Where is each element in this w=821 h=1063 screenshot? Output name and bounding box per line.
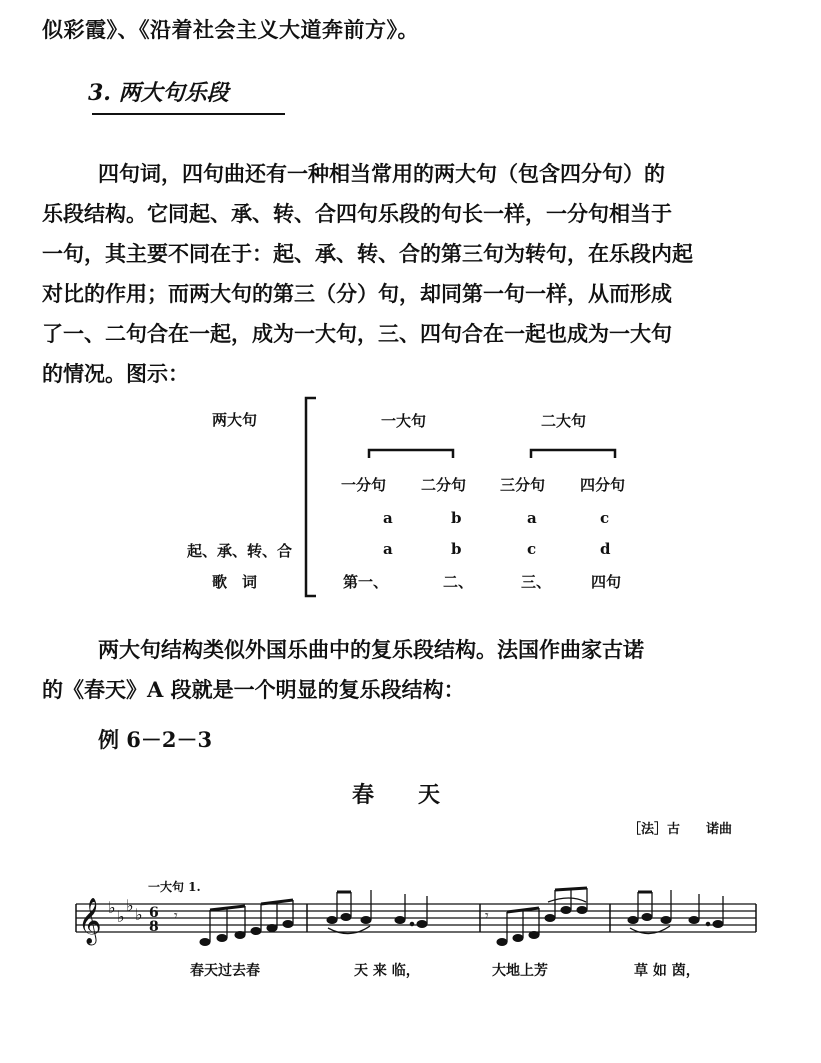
qcz-cell: a xyxy=(383,540,393,558)
big-phrase-1: 一大句 xyxy=(381,412,427,430)
svg-text:6: 6 xyxy=(149,905,159,921)
svg-text:♭: ♭ xyxy=(117,907,125,926)
qcz-cell: c xyxy=(527,540,537,558)
composer-credit: ［法］古 诺曲 xyxy=(628,822,733,837)
label-two-phrases: 两大句 xyxy=(212,411,258,429)
heading-underline xyxy=(92,113,285,115)
notes-measure-4 xyxy=(628,890,723,934)
sub-phrase-2: 二分句 xyxy=(421,476,467,494)
notes-measure-2 xyxy=(327,890,427,934)
svg-text:𝄾: 𝄾 xyxy=(174,908,178,924)
treble-clef-icon: 𝄞 xyxy=(78,898,102,944)
svg-text:♭: ♭ xyxy=(108,898,116,917)
paragraph-line: 一句，其主要不同在于：起、承、转、合的第三句为转句，在乐段内起 xyxy=(42,241,693,266)
top-text-line: 似彩霞》、《沿着社会主义大道奔前方》。 xyxy=(42,17,419,42)
paragraph-line: 的《春天》A 段就是一个明显的复乐段结构： xyxy=(42,677,465,702)
qcz-cell: b xyxy=(451,540,462,558)
paragraph-line: 乐段结构。它同起、承、转、合四句乐段的句长一样，一分句相当于 xyxy=(42,201,672,226)
lyrics-cell: 三、 xyxy=(521,573,552,591)
phrase-mark: 一大句 1. xyxy=(148,880,201,894)
big-phrase-2: 二大句 xyxy=(541,412,587,430)
two-phrases-cell: b xyxy=(451,509,462,527)
notes-measure-1 xyxy=(174,900,293,946)
lyric-segment: 春天过去春 xyxy=(190,963,260,979)
two-phrases-cell: a xyxy=(383,509,393,527)
key-signature-icon xyxy=(108,896,143,926)
music-staff xyxy=(70,880,760,960)
svg-text:𝄾: 𝄾 xyxy=(485,908,489,924)
svg-text:♭: ♭ xyxy=(126,896,134,915)
two-phrases-cell: c xyxy=(600,509,610,527)
section-heading: 3. 两大句乐段 xyxy=(88,80,229,106)
left-bracket xyxy=(300,396,320,598)
score-title: 春 天 xyxy=(352,782,441,808)
sub-phrase-1: 一分句 xyxy=(341,476,387,494)
paragraph-line: 两大句结构类似外国乐曲中的复乐段结构。法国作曲家古诺 xyxy=(98,637,644,662)
paragraph-line: 了一、二句合在一起，成为一大句，三、四句合在一起也成为一大句 xyxy=(42,321,672,346)
svg-text:8: 8 xyxy=(149,919,159,935)
sub-phrase-3: 三分句 xyxy=(500,476,546,494)
sub-phrase-4: 四分句 xyxy=(580,476,626,494)
notes-measure-3 xyxy=(485,888,587,946)
lyrics-cell: 第一、 xyxy=(343,573,389,591)
phrase-bracket-2 xyxy=(528,447,618,459)
phrase-bracket-1 xyxy=(366,447,456,459)
label-lyrics: 歌 词 xyxy=(212,573,258,591)
two-phrases-cell: a xyxy=(527,509,537,527)
lyric-segment: 天 来 临， xyxy=(354,963,420,979)
lyric-segment: 草 如 茵， xyxy=(634,963,700,979)
label-qcz: 起、承、转、合 xyxy=(187,542,293,560)
lyric-segment: 大地上芳 xyxy=(492,963,548,979)
example-label: 例 6－2－3 xyxy=(98,727,213,752)
lyrics-cell: 二、 xyxy=(443,573,474,591)
paragraph-line: 对比的作用；而两大句的第三（分）句，却同第一句一样，从而形成 xyxy=(42,281,672,306)
qcz-cell: d xyxy=(600,540,611,558)
paragraph-line: 的情况。图示： xyxy=(42,361,189,386)
paragraph-line: 四句词，四句曲还有一种相当常用的两大句（包含四分句）的 xyxy=(98,161,665,186)
time-signature-icon xyxy=(149,905,159,935)
lyrics-cell: 四句 xyxy=(591,573,622,591)
svg-text:♭: ♭ xyxy=(135,905,143,924)
